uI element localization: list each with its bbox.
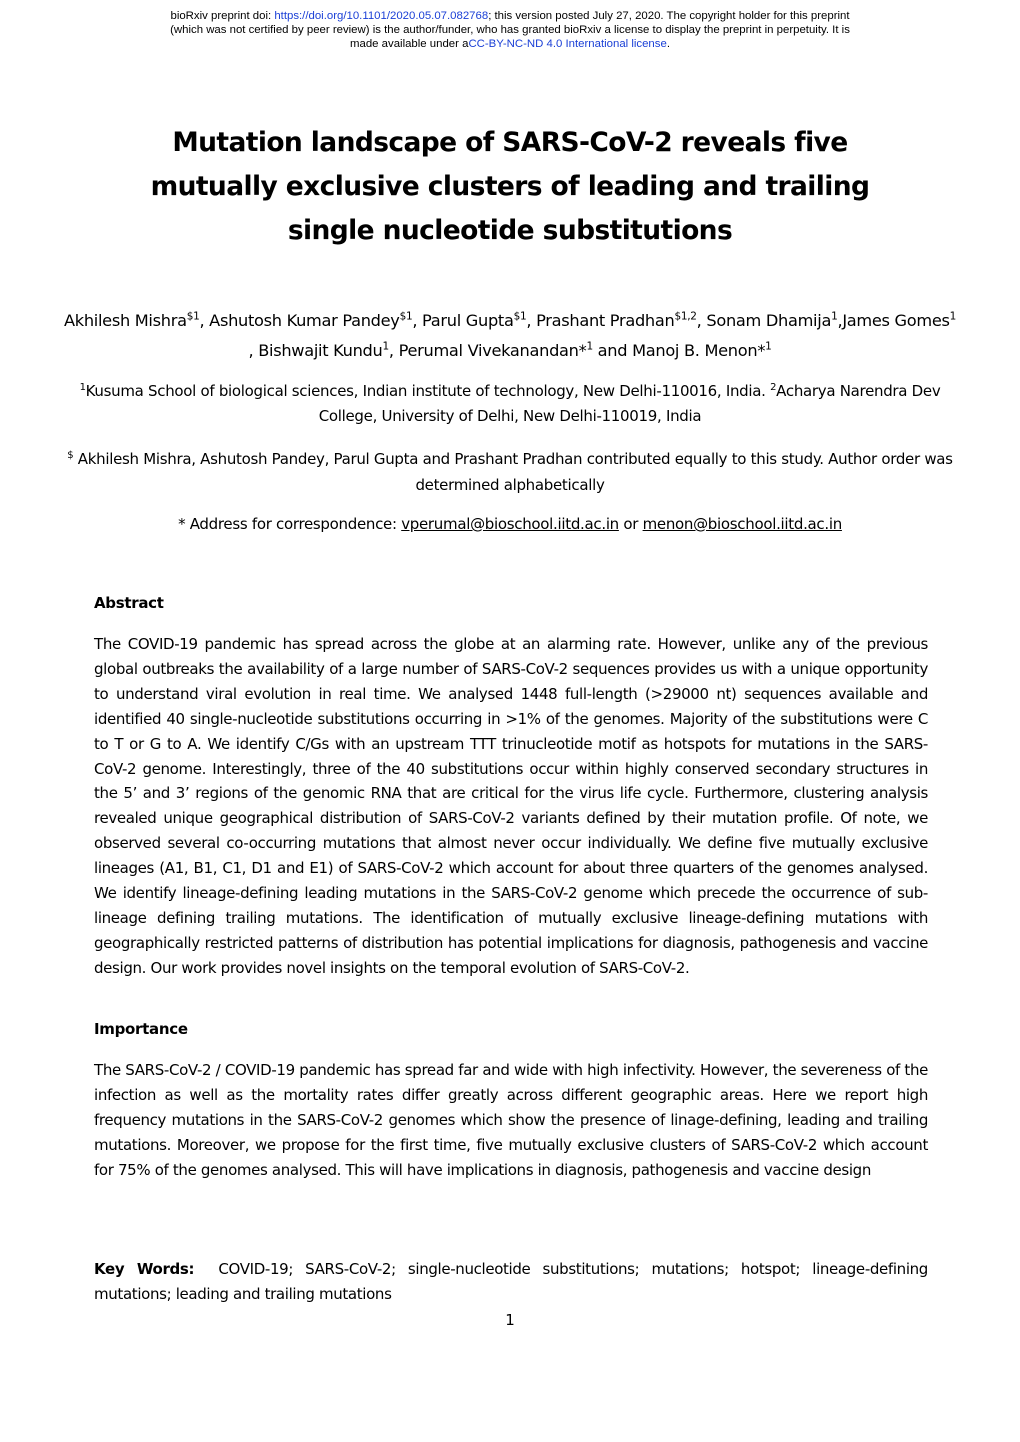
keywords (94, 1257, 933, 1307)
author-affiliation-mark: 1 (382, 340, 389, 353)
author-name: Prashant Pradhan (536, 311, 675, 330)
keywords-label: Key Words: (94, 1260, 195, 1278)
author-name: Akhilesh Mishra (63, 311, 187, 330)
doi-link[interactable]: https://doi.org/10.1101/2020.05.07.082768 (274, 10, 489, 22)
author-separator: , (248, 311, 961, 360)
author-name: Sonam Dhamija (706, 311, 832, 330)
author-separator: , (199, 311, 210, 330)
author-affiliation-mark: 1 (765, 340, 772, 353)
page-number: 1 (505, 1311, 515, 1329)
author-separator: , (388, 341, 399, 360)
header-line-3: made available under aCC-BY-NC-ND 4.0 International license. (350, 38, 670, 50)
author-affiliation-mark: $1 (513, 310, 527, 323)
author-affiliation-mark: 1 (586, 340, 593, 353)
equal-contribution-note: $ Akhilesh Mishra, Ashutosh Pandey, Parul Gupta and Prashant Pradhan contributed equally to this study. Author order was determined alphabetically (67, 450, 953, 494)
author-name: Bishwajit Kundu (258, 341, 383, 360)
header-line-2: (which was not certified by peer review) is the author/funder, who has granted bioRxiv a license to display the preprint in perpetuity. It is (170, 24, 850, 36)
author-separator: , (526, 311, 537, 330)
author-name: Ashutosh Kumar Pandey (209, 311, 400, 330)
author-affiliation-mark: $1,2 (674, 310, 697, 323)
correspondence: * Address for correspondence: vperumal@bioschool.iitd.ac.in or menon@bioschool.iitd.ac.in (178, 515, 842, 533)
author-name: Parul Gupta (422, 311, 514, 330)
author-list (60, 306, 960, 366)
author-affiliation-mark: $1 (186, 310, 200, 323)
preprint-header (60, 9, 960, 51)
keywords-text: COVID-19; SARS-CoV-2; single-nucleotide substitutions; mutations; hotspot; lineage-defining mutations; leading and trailing mutations (94, 1260, 933, 1303)
abstract-heading: Abstract (94, 594, 164, 612)
author-separator: and (592, 341, 633, 360)
abstract-text: The COVID-19 pandemic has spread across the globe at an alarming rate. However, unlike any of the previous global outbreaks the availability of a large number of SARS-CoV-2 sequences provides us with a unique opportunity to understand viral evolution in real time. We analysed 1448 full-length (>29000 nt) sequences available and identified 40 single-nucleotide substitutions occurring in >1% of the genomes. Majority of the substitutions were C to T or G to A. We identify C/Gs with an upstream TTT trinucleotide motif as hotspots for mutations in the SARS-CoV-2 genome. Interestingly, three of the 40 substitutions occur within highly conserved secondary structures in the 5’ and 3’ regions of the genomic RNA that are critical for the virus life cycle. Furthermore, clustering analysis revealed unique geographical distribution of SARS-CoV-2 variants defined by their mutation profile. Of note, we observed several co-occurring mutations that almost never occur individually. We define five mutually exclusive lineages (A1, B1, C1, D1 and E1) of SARS-CoV-2 which account for about three quarters of the genomes analysed. We identify lineage-defining leading mutations in the SARS-CoV-2 genome which precede the occurrence of sub-lineage defining trailing mutations. The identification of mutually exclusive lineage-defining mutations with geographically restricted patterns of distribution has potential implications for diagnosis, pathogenesis and vaccine design. Our work provides novel insights on the temporal evolution of SARS-CoV-2. (94, 635, 928, 977)
author-separator: , (412, 311, 423, 330)
author-name: Perumal Vivekanandan* (398, 341, 587, 360)
affiliations: $^1$Kusuma School of biological sciences, Indian institute of technology, New Delhi-110016, India. $^2$Acharya Narendra Dev College, University of Delhi, New Delhi-110019, India (79, 382, 941, 425)
email-link-1[interactable]: vperumal@bioschool.iitd.ac.in (401, 515, 619, 533)
author-name: Manoj B. Menon* (632, 341, 766, 360)
license-link[interactable]: CC-BY-NC-ND 4.0 International license (468, 38, 667, 50)
author-affiliation-mark: 1 (949, 310, 957, 323)
paper-title: Mutation landscape of SARS-CoV-2 reveals five mutually exclusive clusters of leading and trailing single nucleotide substitutions (150, 127, 870, 246)
author-name: James Gomes (842, 311, 950, 330)
importance-text: The SARS-CoV-2 / COVID-19 pandemic has spread far and wide with high infectivity. However, the severeness of the infection as well as the mortality rates differ greatly across different geographic areas. Here we report high frequency mutations in the SARS-CoV-2 genomes which show the presence of linage-defining, leading and trailing mutations. Moreover, we propose for the first time, five mutually exclusive clusters of SARS-CoV-2 which account for 75% of the genomes analysed. This will have implications in diagnosis, pathogenesis and vaccine design (94, 1061, 928, 1179)
author-affiliation-mark: $1 (399, 310, 413, 323)
author-separator: , (696, 311, 707, 330)
header-line-1: bioRxiv preprint doi: https://doi.org/10.1101/2020.05.07.082768; this version posted July 27, 2020. The copyright holder for this preprint (170, 10, 850, 22)
author-affiliation-mark: 1 (831, 310, 838, 323)
importance-heading: Importance (94, 1020, 188, 1038)
author-separator: , (837, 311, 843, 330)
email-link-2[interactable]: menon@bioschool.iitd.ac.in (642, 515, 842, 533)
